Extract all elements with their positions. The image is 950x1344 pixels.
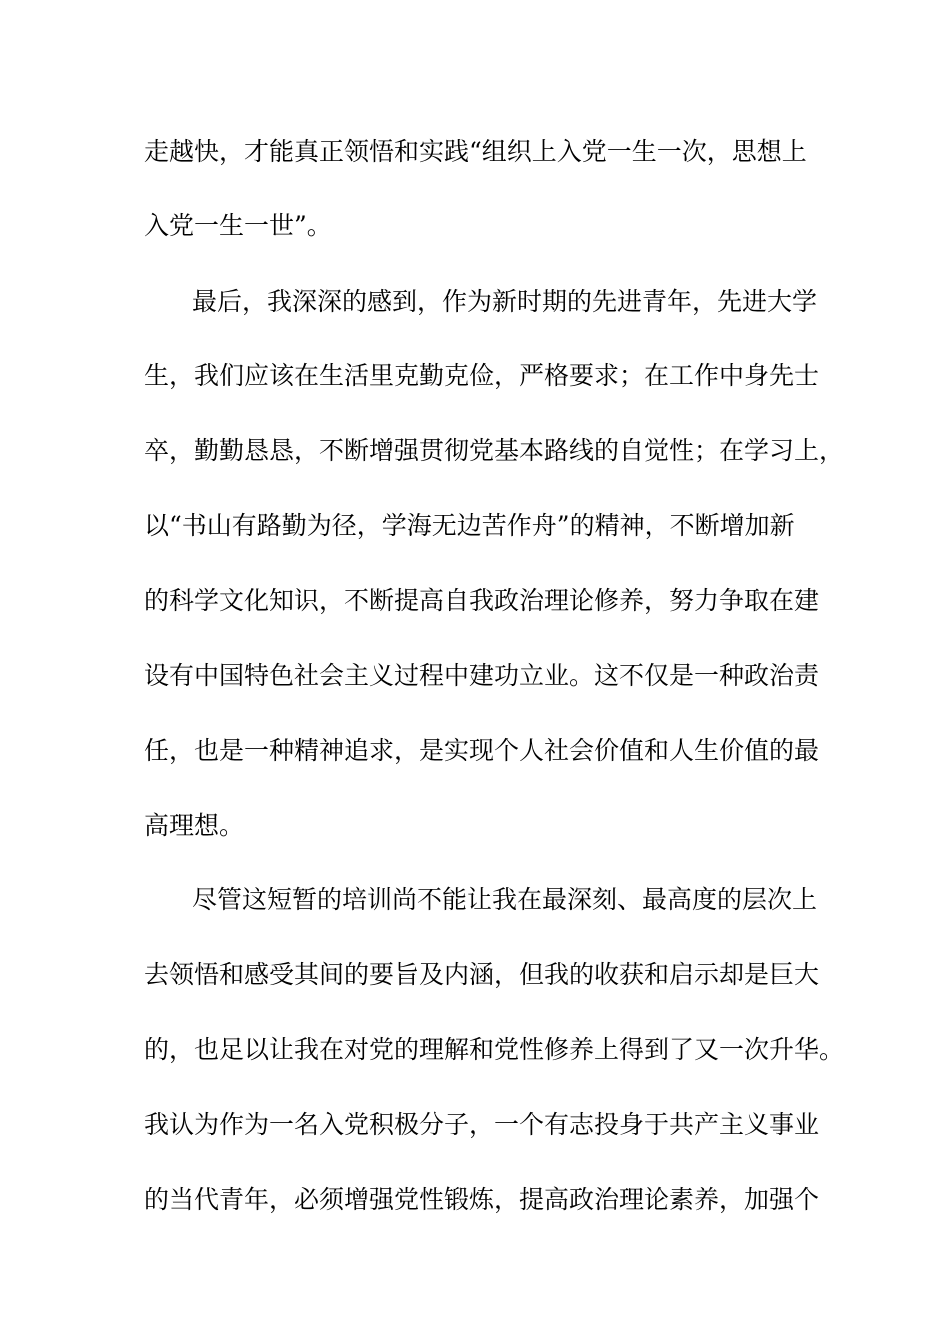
text-line: 的科学文化知识，不断提高自我政治理论修养，努力争取在建 — [144, 586, 820, 615]
paragraph-start-line: 最后，我深深的感到，作为新时期的先进青年，先进大学 — [192, 287, 818, 316]
text-line: 设有中国特色社会主义过程中建功立业。这不仅是一种政治责 — [144, 661, 820, 690]
text-line: 入党一生一世”。 — [144, 211, 332, 240]
text-line: 任，也是一种精神追求，是实现个人社会价值和人生价值的最 — [144, 736, 820, 765]
text-line: 卒，勤勤恳恳，不断增强贯彻党基本路线的自觉性；在学习上， — [144, 436, 845, 465]
text-line: 的，也足以让我在对党的理解和党性修养上得到了又一次升华。 — [144, 1035, 845, 1064]
text-line: 以“书山有路勤为径，学海无边苦作舟”的精神，不断增加新 — [144, 511, 795, 540]
paragraph-start-line: 尽管这短暂的培训尚不能让我在最深刻、最高度的层次上 — [192, 885, 818, 914]
text-line: 走越快，才能真正领悟和实践“组织上入党一生一次，思想上 — [144, 137, 807, 166]
text-line: 高理想。 — [144, 811, 245, 840]
text-line: 的当代青年，必须增强党性锻炼，提高政治理论素养，加强个 — [144, 1185, 820, 1214]
text-line: 生，我们应该在生活里克勤克俭，严格要求；在工作中身先士 — [144, 361, 820, 390]
text-line: 我认为作为一名入党积极分子，一个有志投身于共产主义事业 — [144, 1110, 820, 1139]
text-line: 去领悟和感受其间的要旨及内涵，但我的收获和启示却是巨大 — [144, 960, 820, 989]
